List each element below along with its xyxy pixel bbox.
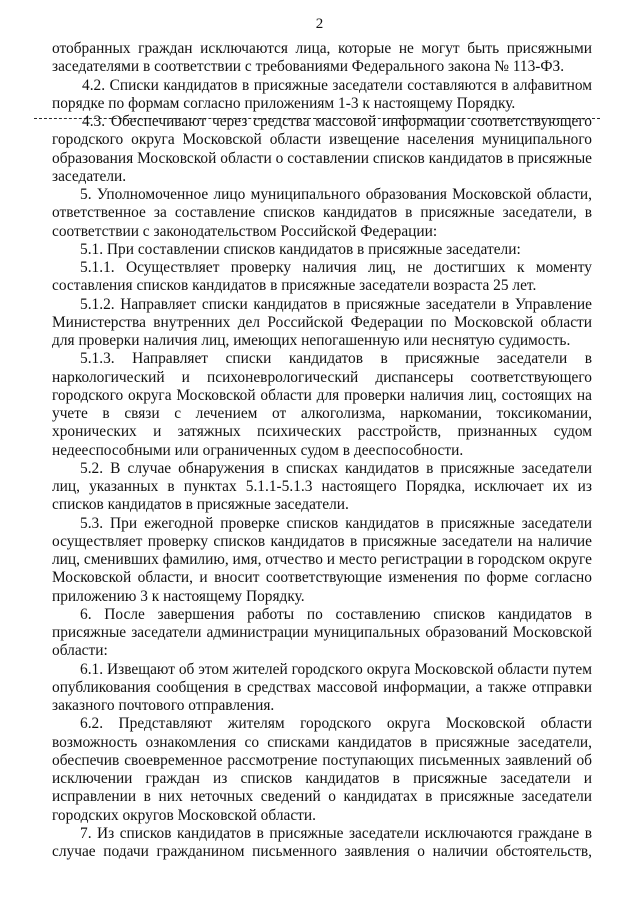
- page-number: 2: [315, 16, 324, 32]
- paragraph-6: 6. После завершения работы по составлению списков кандидатов в присяжные заседатели администрации муниципальных образований Московской области:: [52, 605, 592, 660]
- document-body: [52, 40, 592, 861]
- paragraph-5-1: 5.1. При составлении списков кандидатов в присяжные заседатели:: [80, 240, 521, 258]
- paragraph-7: 7. Из списков кандидатов в присяжные заседатели исключаются граждане в случае подачи гражданином письменного заявления о наличии обстоятельств,: [52, 824, 592, 860]
- paragraph-4-3: 4.3. Обеспечивают через средства массовой информации соответствующего городского округа Московской области извещение населения муниципального образования Московской области о составлении списков кандидатов в присяжные заседатели.: [52, 113, 592, 185]
- paragraph-5: 5. Уполномоченное лицо муниципального образования Московской области, ответственное за составление списков кандидатов в присяжные заседатели, в соответствии с законодательством Российской Федерации:: [52, 186, 592, 240]
- paragraph-6-1: 6.1. Извещают об этом жителей городского округа Московской области путем опубликования сообщения в средствах массовой информации, а также отправки заказного почтового отправления.: [52, 660, 592, 714]
- paragraph-5-1-1: 5.1.1. Осуществляет проверку наличия лиц, не достигших к моменту составления списков кандидатов в присяжные заседатели возраста 25 лет.: [52, 259, 592, 295]
- paragraph-5-2: 5.2. В случае обнаружения в списках кандидатов в присяжные заседатели лиц, указанных в пунктах 5.1.1-5.1.3 настоящего Порядка, исключает их из списков кандидатов в присяжные заседатели.: [52, 459, 592, 514]
- paragraph-5-1-2: 5.1.2. Направляет списки кандидатов в присяжные заседатели в Управление Министерства внутренних дел Российской Федерации по Московской области для проверки наличия лиц, имеющих непогашенную или неснятую судимость.: [52, 295, 592, 349]
- paragraph-4-2: 4.2. Списки кандидатов в присяжные заседатели составляются в алфавитном порядке по формам согласно приложениям 1-3 к настоящему Порядку.: [52, 76, 592, 112]
- paragraph-continuation: отобранных граждан исключаются лица, которые не могут быть присяжными заседателями в соответствии с требованиями Федерального закона № 113-ФЗ.: [52, 40, 592, 76]
- paragraph-6-2: 6.2. Представляют жителям городского округа Московской области возможность ознакомления со списками кандидатов в присяжные заседатели, обеспечив своевременное рассмотрение поступающих письменных заявлений об исключении граждан из списков кандидатов в присяжные заседатели и исправлении в них неточных сведений о кандидатах в присяжные заседатели городских округов Московской области.: [52, 715, 592, 824]
- paragraph-5-3: 5.3. При ежегодной проверке списков кандидатов в присяжные заседатели осуществляет проверку списков кандидатов в присяжные заседатели на наличие лиц, сменивших фамилию, имя, отчество и место регистрации в городском округе Московской области, и вносит соответствующие изменения по форме согласно приложению 3 к настоящему Порядку.: [52, 514, 592, 605]
- paragraph-5-1-3: 5.1.3. Направляет списки кандидатов в присяжные заседатели в наркологический и психоневрологический диспансеры соответствующего городского округа Московской области для проверки наличия лиц, состоящих на учете в связи с лечением от алкоголизма, наркомании, токсикомании, хронических и затяжных психических расстройств, признанных судом недееспособными или ограниченных судом в дееспособности.: [52, 350, 592, 459]
